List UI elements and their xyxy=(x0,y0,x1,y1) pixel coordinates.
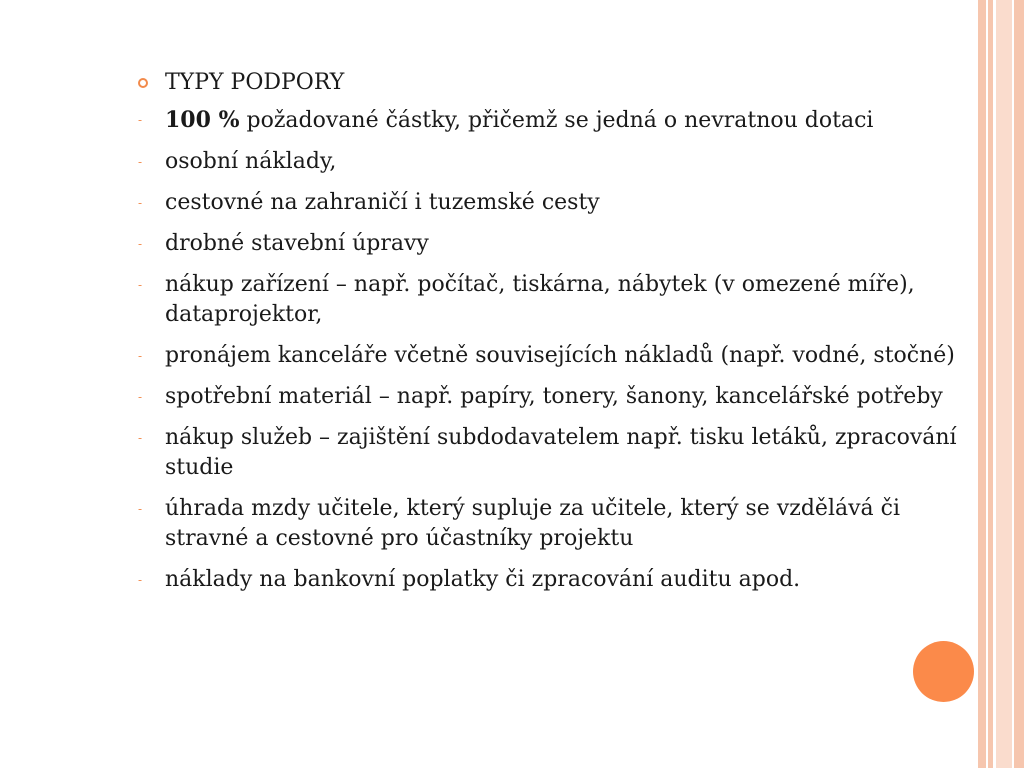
item-text: úhrada mzdy učitele, který supluje za učitele, který se vzdělává či stravné a cestovné pro účastníky projektu xyxy=(165,496,900,551)
list-item xyxy=(132,270,962,330)
list-item xyxy=(132,341,962,371)
item-text: pronájem kanceláře včetně souvisejících nákladů (např. vodné, stočné) xyxy=(165,343,955,368)
dash-bullet-icon: - xyxy=(138,390,143,404)
accent-circle xyxy=(913,641,974,702)
list-item xyxy=(132,423,962,483)
dash-bullet-icon: - xyxy=(138,349,143,363)
border-stripe xyxy=(1014,0,1024,768)
dash-bullet-icon: - xyxy=(138,278,143,292)
list-item xyxy=(132,565,962,595)
list-item xyxy=(132,229,962,259)
dash-bullet-icon: - xyxy=(138,237,143,251)
item-text: požadované částky, přičemž se jedná o nevratnou dotaci xyxy=(239,108,874,133)
slide-content xyxy=(132,66,962,606)
item-text: cestovné na zahraničí i tuzemské cesty xyxy=(165,190,600,215)
dash-bullet-icon: - xyxy=(138,573,143,587)
list-item xyxy=(132,382,962,412)
dash-bullet-icon: - xyxy=(138,502,143,516)
item-text: osobní náklady, xyxy=(165,149,337,174)
list-item xyxy=(132,494,962,554)
item-text: náklady na bankovní poplatky či zpracování auditu apod. xyxy=(165,567,801,592)
heading-row xyxy=(132,66,962,100)
support-type-list xyxy=(132,105,962,595)
border-stripe xyxy=(978,0,986,768)
item-bold-text: 100 % xyxy=(165,107,240,133)
border-stripe xyxy=(988,0,993,768)
ring-bullet-icon xyxy=(138,78,148,88)
item-text: drobné stavební úpravy xyxy=(165,231,429,256)
list-item xyxy=(132,147,962,177)
border-stripe xyxy=(996,0,1012,768)
list-item xyxy=(132,188,962,218)
item-text: nákup zařízení – např. počítač, tiskárna, nábytek (v omezené míře), dataprojektor, xyxy=(165,272,915,327)
list-item xyxy=(132,105,962,136)
item-text: spotřební materiál – např. papíry, tonery, šanony, kancelářské potřeby xyxy=(165,384,943,409)
dash-bullet-icon: - xyxy=(138,196,143,210)
dash-bullet-icon: - xyxy=(138,155,143,169)
dash-bullet-icon: - xyxy=(138,431,143,445)
slide-heading: TYPY PODPORY xyxy=(165,70,345,95)
dash-bullet-icon: - xyxy=(138,113,143,127)
item-text: nákup služeb – zajištění subdodavatelem např. tisku letáků, zpracování studie xyxy=(165,425,957,480)
